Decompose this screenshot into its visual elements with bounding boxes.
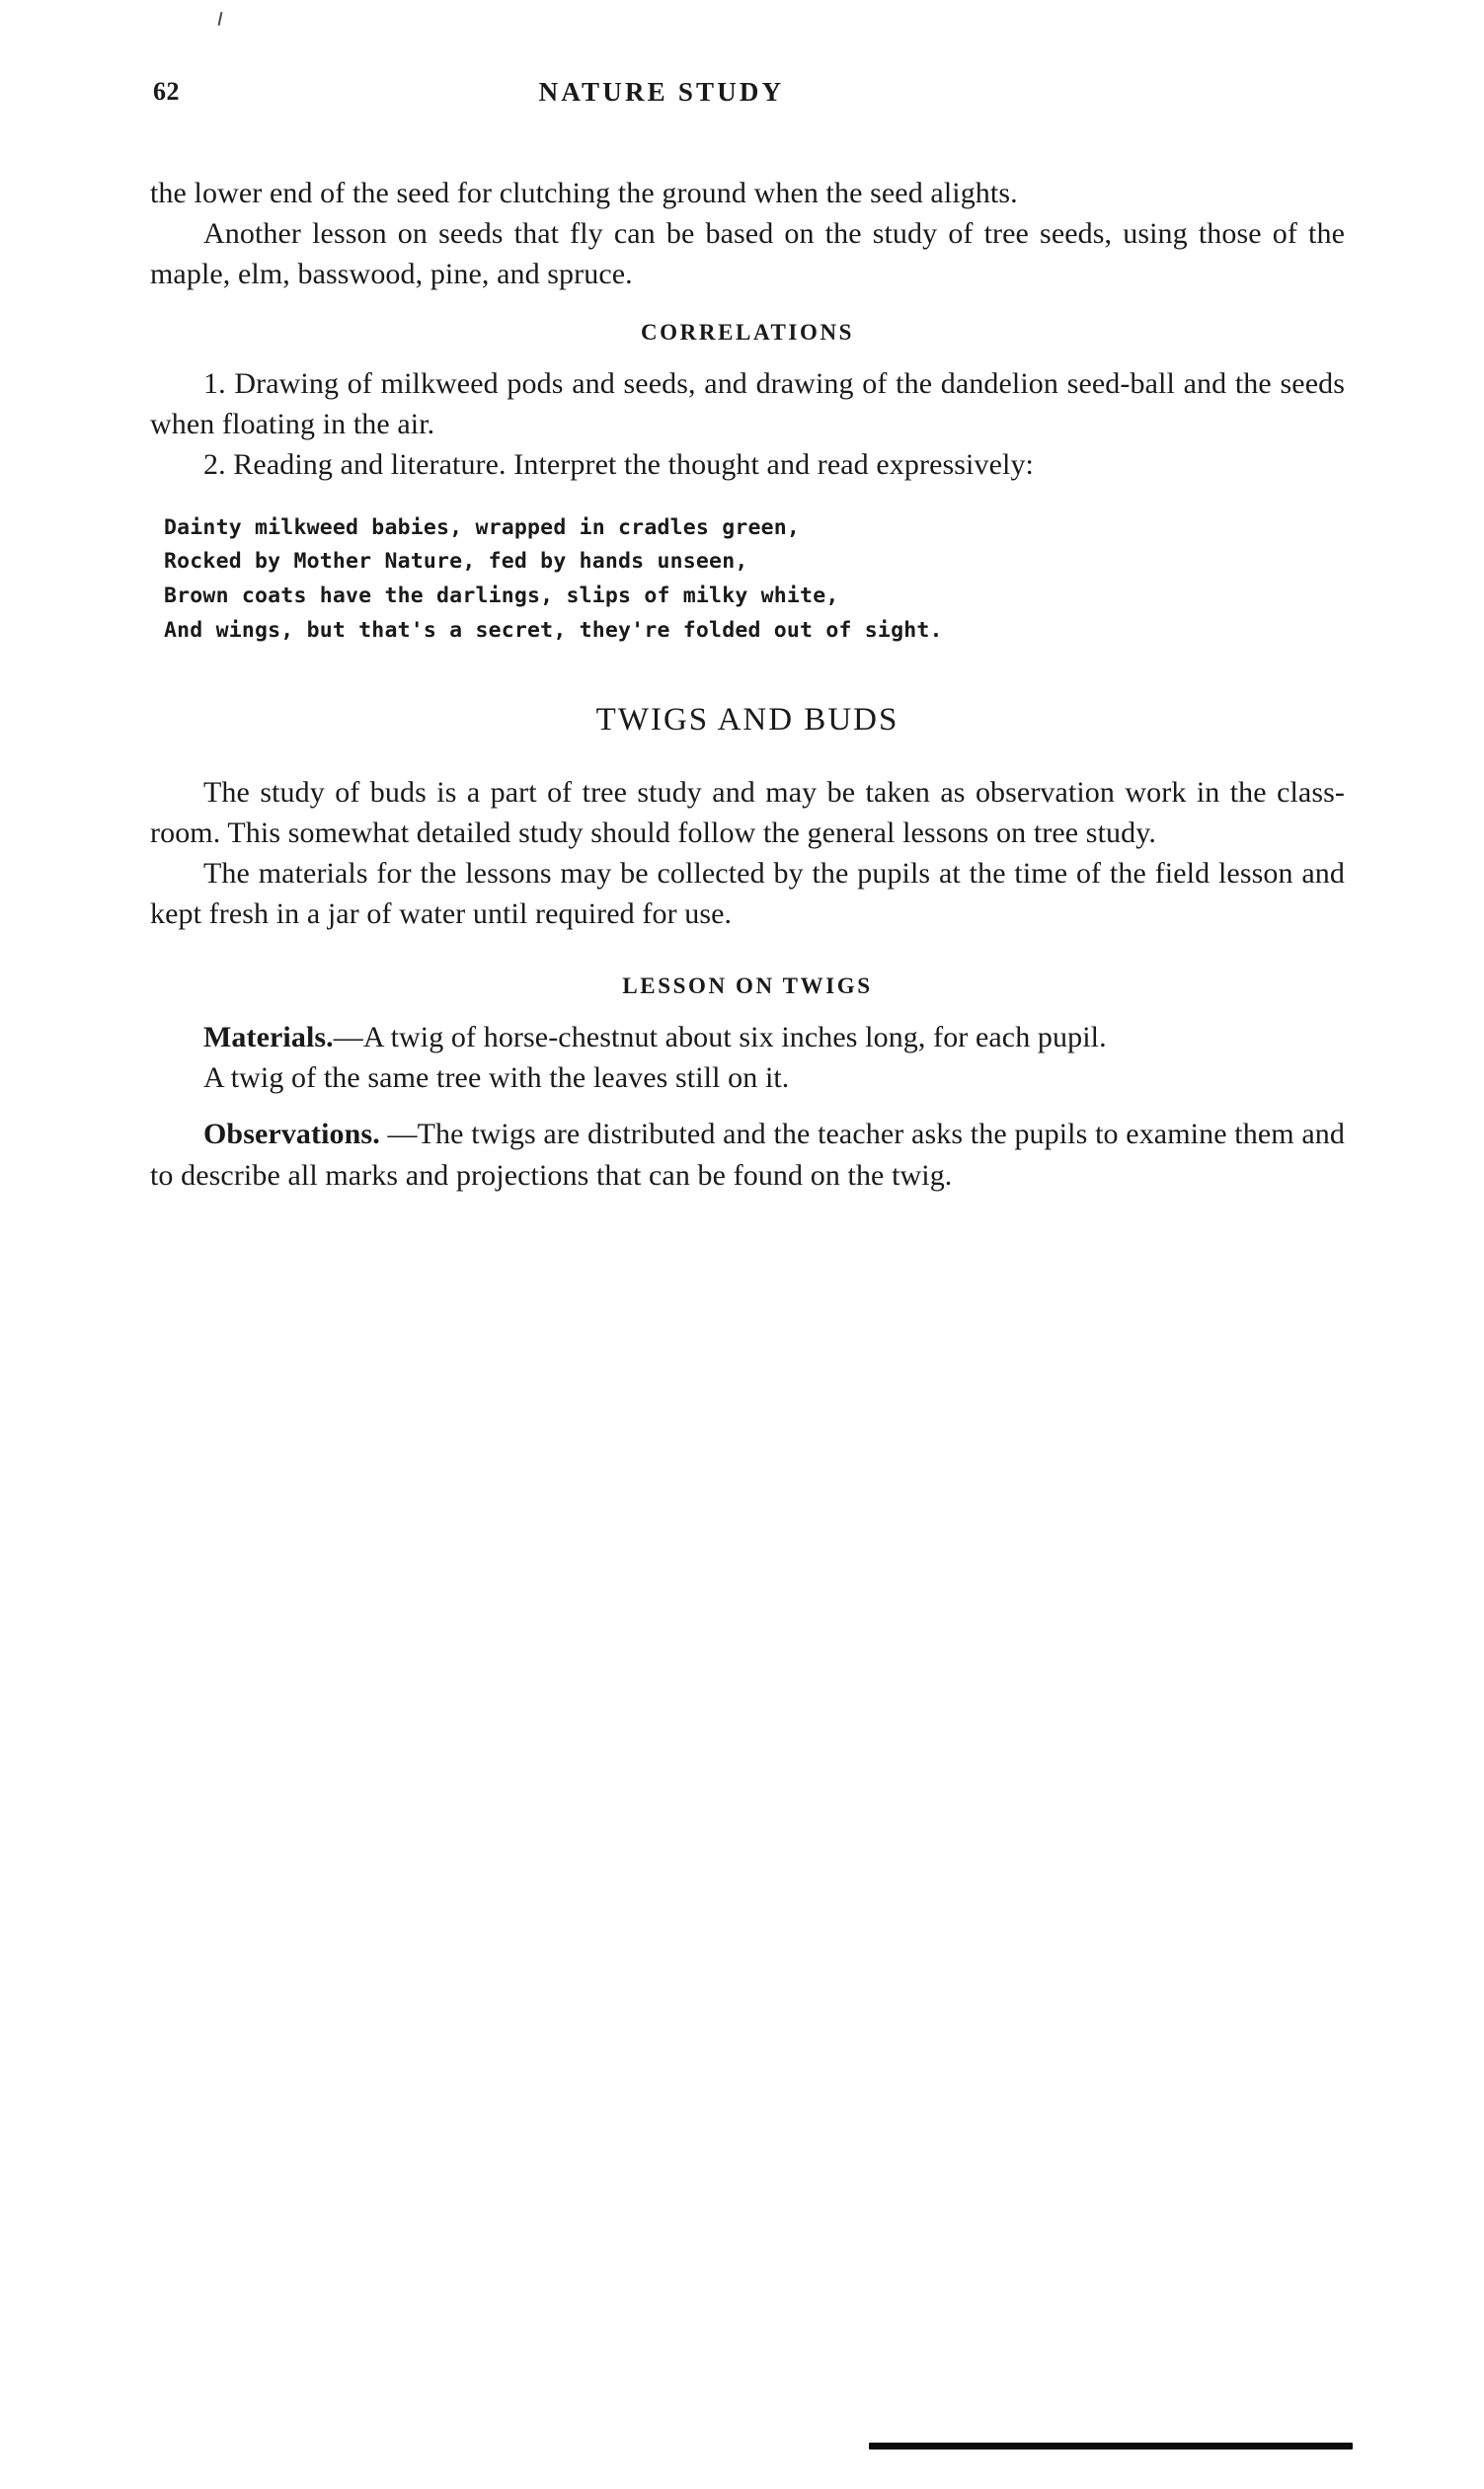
verse-line-2: Rocked by Mother Nature, fed by hands unseen, — [164, 549, 748, 575]
paragraph-twig-with-leaves: A twig of the same tree with the leaves still on it. — [203, 1061, 790, 1095]
footer-rule — [869, 2443, 1353, 2450]
page-edge-mark — [218, 12, 223, 26]
paragraph-materials — [150, 1017, 1345, 1057]
paragraph-spacer — [150, 1098, 1345, 1114]
verse-line-4: And wings, but that's a secret, they're folded out of sight. — [164, 618, 943, 644]
body-column — [150, 173, 1345, 1196]
correlations-heading: CORRELATIONS — [640, 320, 855, 346]
paragraph-observations — [150, 1114, 1345, 1195]
section-title-twigs-and-buds: TWIGS AND BUDS — [595, 701, 899, 738]
observations-run-in-text: —The twigs are distributed and the teacher asks the pupils to examine them and to describe all marks and projections that can be found on the twig. — [150, 1118, 1345, 1192]
page-number: 62 — [153, 77, 180, 106]
materials-run-in-label: Materials. — [203, 1021, 334, 1054]
correlation-item-2: 2. Reading and literature. Interpret the thought and read expressively: — [203, 448, 1034, 482]
page-header — [153, 77, 1338, 117]
paragraph-materials-collection: The materials for the lessons may be collected by the pupils at the time of the field lesson and kept fresh in a jar of water until required for use. — [150, 857, 1345, 931]
paragraph-seeds-that-fly: Another lesson on seeds that fly can be based on the study of tree seeds, using those of the maple, elm, basswood, pine, and spruce. — [150, 217, 1345, 291]
correlation-item-1: 1. Drawing of milkweed pods and seeds, and drawing of the dandelion seed-ball and the seeds when floating in the air. — [150, 367, 1345, 441]
paragraph-continuation: the lower end of the seed for clutching the ground when the seed alights. — [150, 177, 1018, 209]
verse-line-1: Dainty milkweed babies, wrapped in cradles green, — [164, 514, 801, 540]
paragraph-study-of-buds: The study of buds is a part of tree study and may be taken as observation work in the class-room. This somewhat detailed study should follow the general lessons on tree study. — [150, 775, 1345, 849]
materials-run-in-text: —A twig of horse-chestnut about six inches long, for each pupil. — [333, 1021, 1107, 1054]
verse-line-3: Brown coats have the darlings, slips of milky white, — [164, 583, 839, 609]
verse-block — [164, 511, 1345, 649]
observations-run-in-label: Observations. — [203, 1118, 380, 1151]
running-head: NATURE STUDY — [538, 77, 785, 107]
lesson-on-twigs-heading: LESSON ON TWIGS — [622, 973, 873, 999]
